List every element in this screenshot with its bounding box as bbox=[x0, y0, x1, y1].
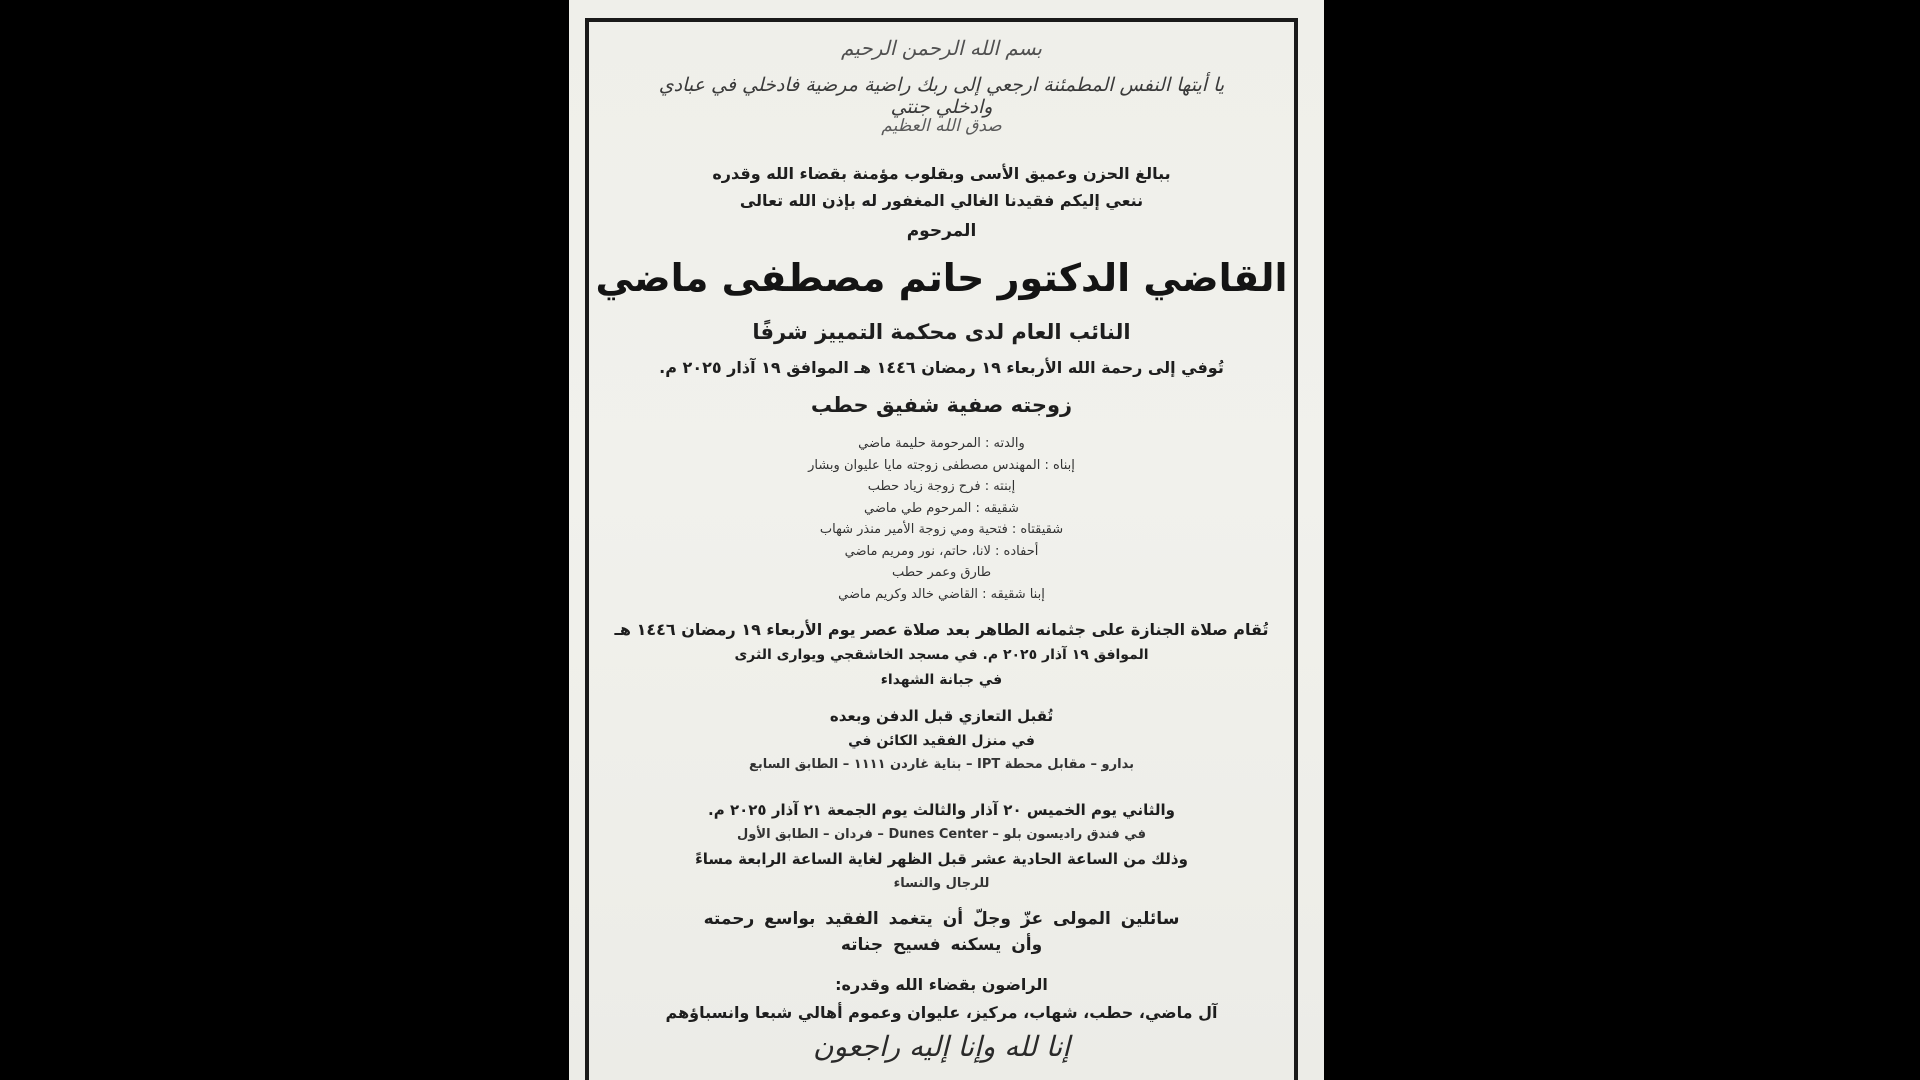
grievers-section bbox=[585, 971, 1298, 1027]
relative-item: شقيقتاه : فتحية ومي زوجة الأمير منذر شهاب bbox=[819, 522, 1064, 537]
deceased-name: القاضي الدكتور حاتم مصطفى ماضي bbox=[595, 256, 1288, 300]
marhoom-label: المرحوم bbox=[906, 221, 977, 241]
death-notice: تُوفي إلى رحمة الله الأربعاء ١٩ رمضان ١٤٤٦ هـ الموافق ١٩ آذار ٢٠٢٥ م. bbox=[659, 358, 1224, 377]
relative-item: شقيقه : المرحوم طي ماضي bbox=[864, 500, 1019, 516]
grievers-families: آل ماضي، حطب، شهاب، مركيز، عليوان وعموم أهالي شبعا وانسباؤهم bbox=[665, 1003, 1218, 1022]
grievers-title: الراضون بقضاء الله وقدره: bbox=[835, 975, 1048, 994]
quran-verse-calligraphy: يا أيتها النفس المطمئنة ارجعي إلى ربك راضية مرضية فادخلي في عبادي وادخلي جنتي bbox=[658, 74, 1225, 118]
relative-item: أحفاده : لانا، حاتم، نور ومريم ماضي bbox=[844, 543, 1039, 559]
relative-item: والدته : المرحومة حليمة ماضي bbox=[858, 436, 1025, 451]
intro-line-2: ننعي إليكم فقيدنا الغالي المغفور له بإذن الله تعالى bbox=[739, 191, 1144, 210]
relative-item: طارق وعمر حطب bbox=[891, 565, 992, 580]
intro-line-1: ببالغ الحزن وعميق الأسى وبقلوب مؤمنة بقضاء الله وقدره bbox=[712, 164, 1171, 183]
funeral-line-3: في جبانة الشهداء bbox=[880, 672, 1003, 688]
prayer-line-1: سائلين المولى عزّ وجلّ أن يتغمد الفقيد بواسع رحمته bbox=[703, 909, 1180, 929]
days-dates: والثاني يوم الخميس ٢٠ آذار والثالث يوم الجمعة ٢١ آذار ٢٠٢٥ م. bbox=[708, 801, 1175, 819]
prayer-section bbox=[585, 906, 1298, 958]
obituary-paper bbox=[569, 0, 1324, 1080]
deceased-position: النائب العام لدى محكمة التمييز شرفًا bbox=[752, 320, 1131, 344]
closing-calligraphy: إنا لله وإنا إليه راجعون bbox=[812, 1030, 1071, 1063]
funeral-line-1: تُقام صلاة الجنازة على جثمانه الطاهر بعد صلاة عصر يوم الأربعاء ١٩ رمضان ١٤٤٦ هـ bbox=[614, 620, 1269, 639]
condolence-days-section bbox=[585, 798, 1298, 896]
condolences-title: تُقبل التعازي قبل الدفن وبعده bbox=[829, 707, 1054, 725]
days-venue: في فندق راديسون بلو – Dunes Center – فردان – الطابق الأول bbox=[737, 827, 1146, 842]
relative-item: إبنته : فرح زوجة زياد حطب bbox=[867, 479, 1016, 494]
relatives-list bbox=[585, 433, 1298, 605]
days-audience: للرجال والنساء bbox=[893, 876, 990, 891]
relative-item: إبنا شقيقه : القاضي خالد وكريم ماضي bbox=[838, 586, 1045, 602]
wife-name: زوجته صفية شفيق حطب bbox=[810, 393, 1073, 417]
condolences-address: بدارو – مقابل محطة IPT – بناية غاردن ١١١١ – الطابق السابع bbox=[749, 757, 1134, 772]
basmala-calligraphy: بسم الله الرحمن الرحيم bbox=[840, 36, 1042, 60]
condolences-section bbox=[585, 704, 1298, 777]
days-hours: وذلك من الساعة الحادية عشر قبل الظهر لغاية الساعة الرابعة مساءً bbox=[695, 850, 1188, 868]
sadaq-calligraphy: صدق الله العظيم bbox=[881, 116, 1002, 136]
relative-item: إبناه : المهندس مصطفى زوجته مايا عليوان وبشار bbox=[808, 457, 1075, 473]
funeral-line-2: الموافق ١٩ آذار ٢٠٢٥ م. في مسجد الخاشقجي ويوارى الثرى bbox=[734, 647, 1149, 663]
prayer-line-2: وأن يسكنه فسيح جناته bbox=[840, 935, 1043, 955]
funeral-prayer-section bbox=[585, 616, 1298, 693]
condolences-place: في منزل الفقيد الكائن في bbox=[848, 733, 1035, 749]
